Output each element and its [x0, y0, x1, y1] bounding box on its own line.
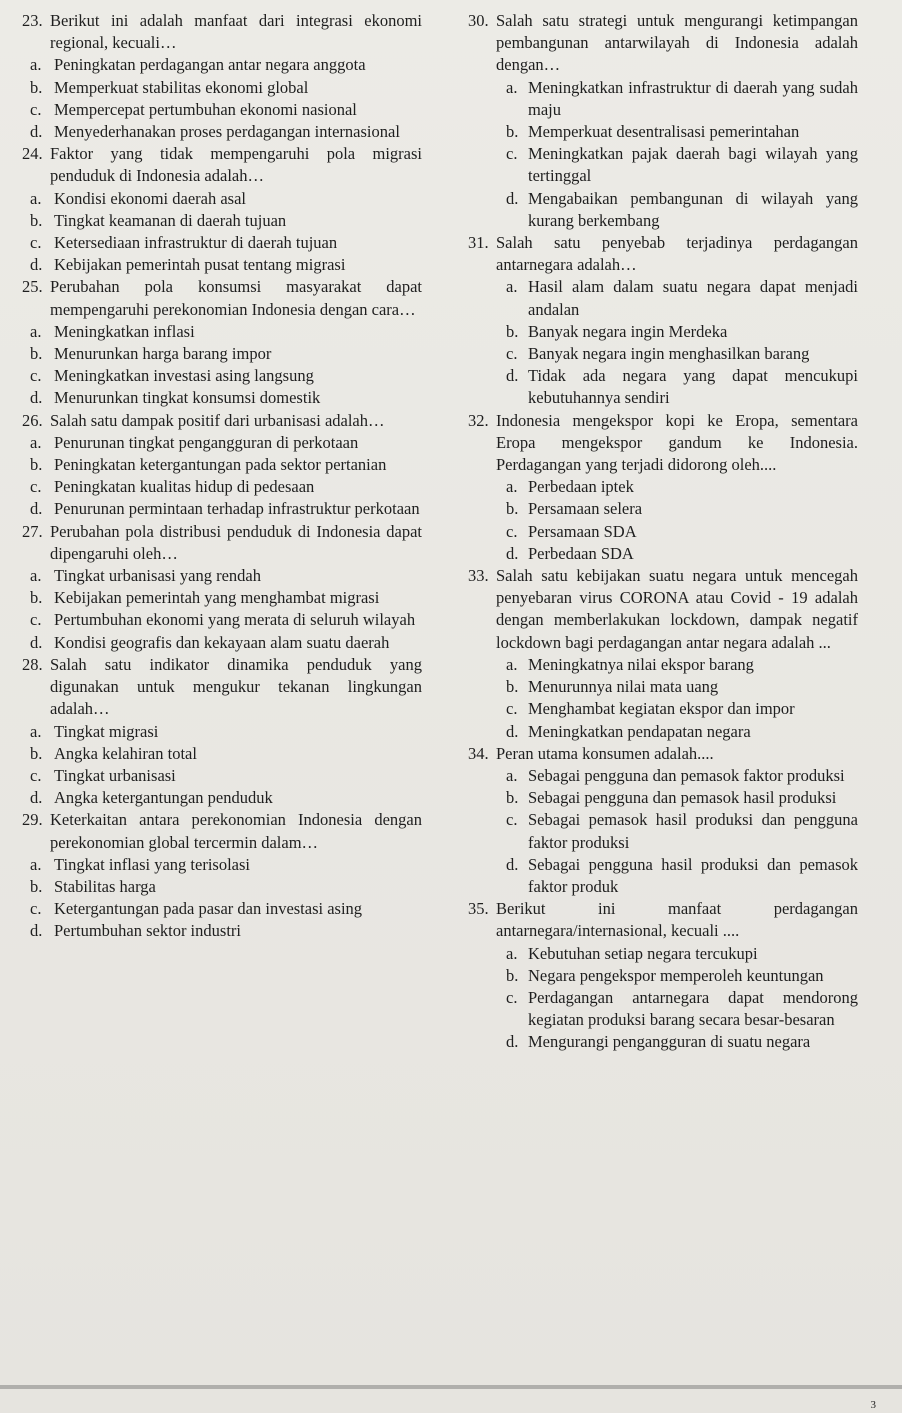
option-text: Menyederhanakan proses perdagangan internasional [54, 122, 400, 142]
answer-option[interactable] [30, 876, 422, 898]
option-text: Hasil alam dalam suatu negara dapat menjadi andalan [528, 277, 858, 319]
option-text: Pertumbuhan sektor industri [54, 921, 241, 941]
question-number: 35. [468, 899, 489, 919]
answer-option[interactable] [30, 920, 422, 942]
option-letter: c. [506, 699, 518, 719]
question-stem [468, 410, 858, 477]
question-stem [468, 898, 858, 942]
right-column [468, 10, 858, 1054]
option-text: Ketergantungan pada pasar dan investasi asing [54, 899, 363, 919]
option-list [506, 276, 858, 409]
answer-option[interactable] [30, 321, 422, 343]
answer-option[interactable] [506, 498, 858, 520]
question-stem [22, 410, 422, 432]
question-number: 31. [468, 233, 489, 253]
option-text: Perbedaan SDA [528, 543, 634, 563]
question-stem [22, 654, 422, 721]
answer-option[interactable] [30, 898, 422, 920]
option-text: Memperkuat stabilitas ekonomi global [54, 77, 309, 97]
option-letter: a. [506, 654, 518, 674]
question-29 [22, 809, 422, 942]
answer-option[interactable] [30, 210, 422, 232]
option-letter: a. [30, 432, 42, 452]
option-text: Menurunkan tingkat konsumsi domestik [54, 388, 321, 408]
question-number: 33. [468, 566, 489, 586]
question-34 [468, 743, 858, 898]
answer-option[interactable] [506, 343, 858, 365]
answer-option[interactable] [30, 854, 422, 876]
left-column [22, 10, 422, 943]
answer-option[interactable] [506, 143, 858, 187]
question-stem [22, 809, 422, 853]
question-text: Salah satu strategi untuk mengurangi ketimpangan pembangunan antarwilayah di Indonesia adalah dengan… [496, 11, 858, 75]
question-text: Berikut ini manfaat perdagangan antarnegara/internasional, kecuali .... [496, 899, 858, 941]
option-letter: a. [506, 77, 518, 97]
option-letter: b. [30, 455, 43, 475]
answer-option[interactable] [30, 232, 422, 254]
option-letter: a. [506, 277, 518, 297]
option-letter: b. [506, 965, 519, 985]
option-letter: d. [30, 788, 43, 808]
option-list [506, 476, 858, 565]
option-text: Peningkatan ketergantungan pada sektor pertanian [54, 455, 387, 475]
option-text: Meningkatkan inflasi [54, 321, 195, 341]
question-number: 26. [22, 410, 43, 430]
answer-option[interactable] [30, 721, 422, 743]
answer-option[interactable] [506, 943, 858, 965]
answer-option[interactable] [30, 188, 422, 210]
option-list [506, 77, 858, 232]
answer-option[interactable] [30, 587, 422, 609]
option-letter: d. [506, 188, 519, 208]
answer-option[interactable] [30, 387, 422, 409]
option-letter: c. [506, 987, 518, 1007]
answer-option[interactable] [506, 654, 858, 676]
option-letter: b. [30, 77, 43, 97]
option-letter: d. [506, 543, 519, 563]
option-text: Menghambat kegiatan ekspor dan impor [528, 699, 795, 719]
option-list [506, 654, 858, 743]
question-text: Perubahan pola distribusi penduduk di Indonesia dapat dipengaruhi oleh… [50, 521, 422, 563]
option-letter: b. [30, 588, 43, 608]
option-list [30, 721, 422, 810]
question-stem [22, 276, 422, 320]
question-stem [468, 565, 858, 654]
option-list [506, 943, 858, 1054]
option-text: Tingkat urbanisasi yang rendah [54, 566, 261, 586]
question-stem [22, 143, 422, 187]
option-text: Sebagai pengguna dan pemasok faktor produksi [528, 765, 845, 785]
question-stem [468, 743, 858, 765]
option-list [30, 432, 422, 521]
option-text: Kebijakan pemerintah pusat tentang migrasi [54, 255, 346, 275]
option-text: Persamaan SDA [528, 521, 637, 541]
option-text: Perdagangan antarnegara dapat mendorong kegiatan produksi barang secara besar-besaran [528, 987, 858, 1030]
option-letter: b. [30, 743, 43, 763]
question-stem [468, 10, 858, 77]
question-text: Berikut ini adalah manfaat dari integrasi ekonomi regional, kecuali… [50, 11, 422, 53]
option-text: Meningkatnya nilai ekspor barang [528, 654, 754, 674]
option-letter: a. [30, 188, 42, 208]
option-list [30, 565, 422, 654]
option-text: Meningkatkan pajak daerah bagi wilayah yang tertinggal [528, 144, 858, 186]
option-text: Negara pengekspor memperoleh keuntungan [528, 965, 824, 985]
option-letter: c. [506, 810, 518, 830]
question-text: Salah satu penyebab terjadinya perdagangan antarnegara adalah… [496, 233, 858, 275]
answer-option[interactable] [30, 343, 422, 365]
question-text: Peran utama konsumen adalah.... [496, 743, 714, 763]
option-letter: c. [30, 765, 42, 785]
question-33 [468, 565, 858, 743]
option-text: Mengurangi pengangguran di suatu negara [528, 1032, 811, 1052]
answer-option[interactable] [506, 809, 858, 853]
question-number: 27. [22, 521, 43, 541]
answer-option[interactable] [506, 121, 858, 143]
option-text: Kebijakan pemerintah yang menghambat migrasi [54, 588, 380, 608]
option-letter: c. [30, 233, 42, 253]
answer-option[interactable] [506, 188, 858, 232]
question-27 [22, 521, 422, 654]
option-letter: b. [506, 499, 519, 519]
answer-option[interactable] [30, 476, 422, 498]
answer-option[interactable] [506, 987, 858, 1031]
option-text: Stabilitas harga [54, 876, 156, 896]
option-text: Tidak ada negara yang dapat mencukupi kebutuhannya sendiri [528, 366, 858, 408]
option-letter: a. [30, 566, 42, 586]
option-list [30, 188, 422, 277]
option-text: Meningkatkan infrastruktur di daerah yang sudah maju [528, 77, 858, 119]
option-letter: c. [30, 477, 42, 497]
answer-option[interactable] [30, 632, 422, 654]
answer-option[interactable] [30, 454, 422, 476]
question-number: 30. [468, 11, 489, 30]
answer-option[interactable] [506, 365, 858, 409]
question-24 [22, 143, 422, 276]
option-list [506, 765, 858, 898]
question-text: Keterkaitan antara perekonomian Indonesia dengan perekonomian global tercermin dalam… [50, 810, 422, 852]
answer-option[interactable] [506, 698, 858, 720]
answer-option[interactable] [506, 965, 858, 987]
option-text: Tingkat urbanisasi [54, 765, 176, 785]
option-text: Menurunkan harga barang impor [54, 344, 272, 364]
option-text: Penurunan tingkat pengangguran di perkotaan [54, 432, 359, 452]
option-letter: b. [506, 677, 519, 697]
option-letter: a. [30, 55, 42, 75]
answer-option[interactable] [506, 276, 858, 320]
answer-option[interactable] [30, 765, 422, 787]
option-letter: d. [30, 255, 43, 275]
question-text: Salah satu dampak positif dari urbanisasi adalah… [50, 410, 385, 430]
option-text: Kebutuhan setiap negara tercukupi [528, 943, 758, 963]
page-number: 3 [870, 1399, 876, 1411]
answer-option[interactable] [30, 743, 422, 765]
option-letter: d. [506, 854, 519, 874]
answer-option[interactable] [30, 77, 422, 99]
question-26 [22, 410, 422, 521]
answer-option[interactable] [506, 854, 858, 898]
answer-option[interactable] [506, 787, 858, 809]
option-list [30, 54, 422, 143]
option-text: Angka ketergantungan penduduk [54, 788, 273, 808]
option-letter: c. [30, 610, 42, 630]
option-text: Perbedaan iptek [528, 477, 634, 497]
option-letter: a. [30, 721, 42, 741]
question-number: 34. [468, 743, 489, 763]
option-text: Penurunan permintaan terhadap infrastruktur perkotaan [54, 499, 420, 519]
answer-option[interactable] [30, 565, 422, 587]
option-text: Peningkatan kualitas hidup di pedesaan [54, 477, 315, 497]
question-number: 29. [22, 810, 43, 830]
question-stem [22, 10, 422, 54]
option-letter: b. [506, 788, 519, 808]
option-letter: d. [30, 122, 43, 142]
option-text: Memperkuat desentralisasi pemerintahan [528, 122, 800, 142]
question-text: Salah satu indikator dinamika penduduk yang digunakan untuk mengukur tekanan lingkungan adalah… [50, 654, 422, 719]
option-letter: a. [506, 943, 518, 963]
option-text: Persamaan selera [528, 499, 643, 519]
answer-option[interactable] [506, 521, 858, 543]
option-letter: d. [30, 632, 43, 652]
question-25 [22, 276, 422, 409]
question-number: 24. [22, 144, 43, 164]
answer-option[interactable] [30, 787, 422, 809]
option-letter: a. [30, 321, 42, 341]
option-letter: c. [506, 144, 518, 164]
option-list [30, 321, 422, 410]
answer-option[interactable] [30, 365, 422, 387]
option-text: Mengabaikan pembangunan di wilayah yang kurang berkembang [528, 188, 858, 230]
option-text: Tingkat inflasi yang terisolasi [54, 854, 251, 874]
option-letter: b. [30, 210, 43, 230]
question-text: Indonesia mengekspor kopi ke Eropa, sementara Eropa mengekspor gandum ke Indonesia. Perdagangan yang terjadi didorong oleh.... [496, 410, 858, 475]
option-text: Banyak negara ingin Merdeka [528, 321, 728, 341]
answer-option[interactable] [506, 321, 858, 343]
option-text: Kondisi geografis dan kekayaan alam suatu daerah [54, 632, 390, 652]
question-35 [468, 898, 858, 1053]
option-letter: d. [30, 499, 43, 519]
page-bottom-rule [0, 1385, 902, 1389]
question-23 [22, 10, 422, 143]
option-text: Pertumbuhan ekonomi yang merata di seluruh wilayah [54, 610, 416, 630]
question-32 [468, 410, 858, 565]
option-text: Mempercepat pertumbuhan ekonomi nasional [54, 99, 357, 119]
option-letter: a. [506, 765, 518, 785]
option-letter: b. [506, 321, 519, 341]
answer-option[interactable] [30, 432, 422, 454]
option-text: Kondisi ekonomi daerah asal [54, 188, 246, 208]
option-text: Sebagai pengguna dan pemasok hasil produksi [528, 788, 837, 808]
option-letter: c. [506, 344, 518, 364]
question-number: 32. [468, 410, 489, 430]
option-letter: c. [30, 99, 42, 119]
answer-option[interactable] [30, 99, 422, 121]
option-text: Ketersediaan infrastruktur di daerah tujuan [54, 233, 338, 253]
option-text: Meningkatkan pendapatan negara [528, 721, 751, 741]
question-text: Faktor yang tidak mempengaruhi pola migrasi penduduk di Indonesia adalah… [50, 144, 422, 186]
option-text: Peningkatan perdagangan antar negara anggota [54, 55, 366, 75]
question-text: Perubahan pola konsumsi masyarakat dapat mempengaruhi perekonomian Indonesia dengan cara… [50, 277, 422, 319]
option-letter: d. [30, 388, 43, 408]
question-31 [468, 232, 858, 410]
option-letter: d. [506, 1032, 519, 1052]
answer-option[interactable] [506, 77, 858, 121]
question-stem [22, 521, 422, 565]
answer-option[interactable] [30, 121, 422, 143]
option-list [30, 854, 422, 943]
answer-option[interactable] [506, 543, 858, 565]
option-letter: c. [30, 899, 42, 919]
answer-option[interactable] [30, 498, 422, 520]
option-letter: b. [506, 122, 519, 142]
question-stem [468, 232, 858, 276]
option-letter: c. [30, 366, 42, 386]
answer-option[interactable] [506, 765, 858, 787]
answer-option[interactable] [506, 476, 858, 498]
answer-option[interactable] [30, 254, 422, 276]
answer-option[interactable] [30, 54, 422, 76]
option-letter: c. [506, 521, 518, 541]
option-letter: a. [506, 477, 518, 497]
option-letter: b. [30, 344, 43, 364]
option-text: Tingkat migrasi [54, 721, 159, 741]
question-number: 23. [22, 11, 43, 30]
option-letter: d. [30, 921, 43, 941]
option-text: Banyak negara ingin menghasilkan barang [528, 344, 810, 364]
question-number: 28. [22, 654, 43, 674]
option-letter: b. [30, 876, 43, 896]
question-number: 25. [22, 277, 43, 297]
option-text: Meningkatkan investasi asing langsung [54, 366, 314, 386]
answer-option[interactable] [506, 721, 858, 743]
option-letter: d. [506, 721, 519, 741]
option-text: Tingkat keamanan di daerah tujuan [54, 210, 287, 230]
option-text: Menurunnya nilai mata uang [528, 677, 719, 697]
option-text: Angka kelahiran total [54, 743, 197, 763]
question-30 [468, 10, 858, 232]
question-text: Salah satu kebijakan suatu negara untuk mencegah penyebaran virus CORONA atau Covid - 19 adalah dengan memberlakukan lockdown, dampak negatif lockdown bagi perdagangan antar negara adalah ... [496, 566, 858, 652]
answer-option[interactable] [506, 1031, 858, 1053]
answer-option[interactable] [506, 676, 858, 698]
option-text: Sebagai pengguna hasil produksi dan pemasok faktor produk [528, 854, 858, 896]
option-letter: d. [506, 366, 519, 386]
answer-option[interactable] [30, 609, 422, 631]
option-text: Sebagai pemasok hasil produksi dan pengguna faktor produksi [528, 810, 858, 852]
question-28 [22, 654, 422, 809]
option-letter: a. [30, 854, 42, 874]
